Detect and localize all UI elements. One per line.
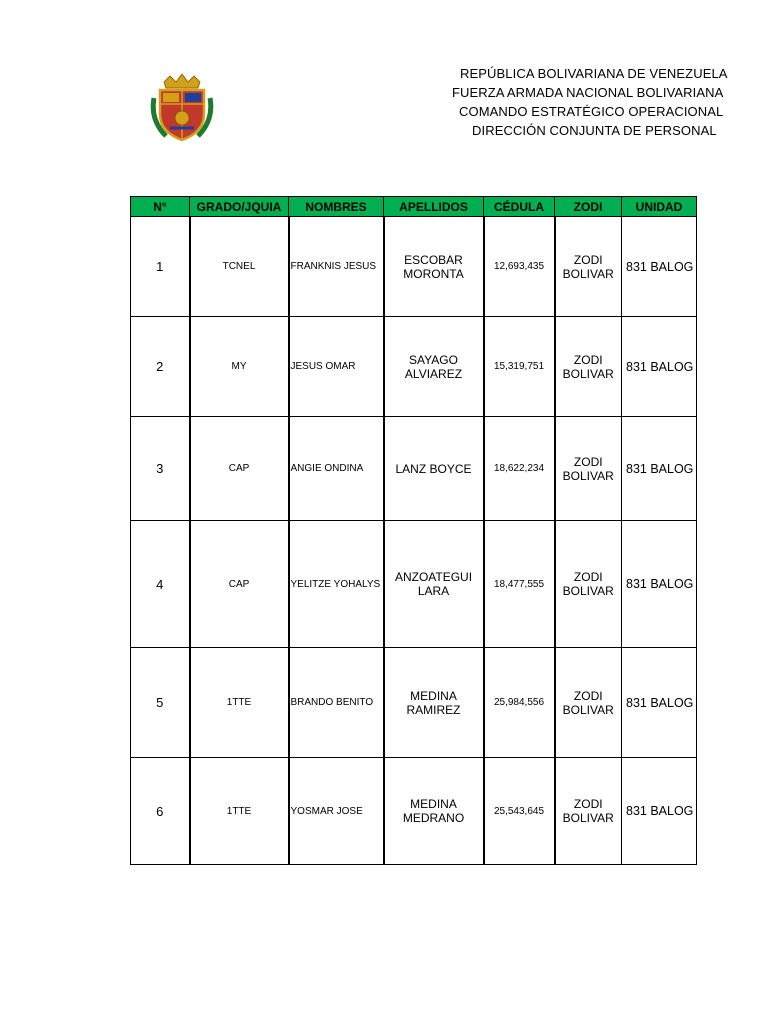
cell-unit: 831 BALOG bbox=[622, 217, 697, 317]
surname-line-1: MEDINA bbox=[410, 688, 457, 703]
cell-id: 18,477,555 bbox=[484, 521, 555, 648]
cell-surnames bbox=[384, 648, 484, 758]
zodi-line-1: ZODI bbox=[573, 688, 603, 703]
table-row bbox=[131, 521, 697, 648]
cell-number: 2 bbox=[131, 317, 190, 417]
cell-id: 12,693,435 bbox=[484, 217, 555, 317]
cell-id: 25,543,645 bbox=[484, 758, 555, 865]
personnel-table bbox=[130, 196, 697, 865]
cell-surnames bbox=[384, 758, 484, 865]
cell-zodi bbox=[555, 758, 622, 865]
cell-rank: CAP bbox=[190, 417, 289, 521]
cell-rank: 1TTE bbox=[190, 758, 289, 865]
zodi-line-2: BOLIVAR bbox=[562, 584, 614, 598]
table-row bbox=[131, 317, 697, 417]
zodi-line-2: BOLIVAR bbox=[562, 811, 614, 825]
cell-zodi bbox=[555, 648, 622, 758]
cell-zodi bbox=[555, 317, 622, 417]
cell-surnames bbox=[384, 417, 484, 521]
zodi-line-1: ZODI bbox=[573, 352, 603, 367]
cell-number: 5 bbox=[131, 648, 190, 758]
cell-unit: 831 BALOG bbox=[622, 417, 697, 521]
cell-zodi bbox=[555, 521, 622, 648]
cell-surnames bbox=[384, 217, 484, 317]
cell-rank: TCNEL bbox=[190, 217, 289, 317]
header-line-directorate: DIRECCIÓN CONJUNTA DE PERSONAL bbox=[472, 123, 717, 138]
cell-number: 4 bbox=[131, 521, 190, 648]
cell-surnames bbox=[384, 521, 484, 648]
surname-line-1: LANZ BOYCE bbox=[395, 461, 472, 476]
column-header-surnames: APELLIDOS bbox=[384, 197, 484, 217]
cell-id: 25,984,556 bbox=[484, 648, 555, 758]
surname-line-1: SAYAGO bbox=[409, 352, 458, 367]
cell-number: 3 bbox=[131, 417, 190, 521]
cell-unit: 831 BALOG bbox=[622, 758, 697, 865]
zodi-line-1: ZODI bbox=[573, 797, 603, 811]
zodi-line-1: ZODI bbox=[573, 570, 603, 584]
cell-number: 1 bbox=[131, 217, 190, 317]
cell-unit: 831 BALOG bbox=[622, 648, 697, 758]
cell-unit: 831 BALOG bbox=[622, 521, 697, 648]
cell-names: JESUS OMAR bbox=[289, 317, 384, 417]
header-line-republic: REPÚBLICA BOLIVARIANA DE VENEZUELA bbox=[460, 66, 728, 81]
table-row bbox=[131, 217, 697, 317]
cell-surnames bbox=[384, 317, 484, 417]
zodi-line-2: BOLIVAR bbox=[562, 266, 614, 281]
document-header bbox=[420, 64, 728, 144]
table-row bbox=[131, 758, 697, 865]
surname-line-1: MEDINA bbox=[410, 797, 457, 811]
zodi-line-1: ZODI bbox=[573, 252, 603, 267]
cell-names: BRANDO BENITO bbox=[289, 648, 384, 758]
column-header-names: NOMBRES bbox=[289, 197, 384, 217]
cell-names: YOSMAR JOSE bbox=[289, 758, 384, 865]
cell-rank: 1TTE bbox=[190, 648, 289, 758]
cell-number: 6 bbox=[131, 758, 190, 865]
surname-line-1: ANZOATEGUI bbox=[394, 570, 473, 584]
cell-zodi bbox=[555, 417, 622, 521]
header-line-command: COMANDO ESTRATÉGICO OPERACIONAL bbox=[459, 104, 724, 119]
surname-line-2: MORONTA bbox=[403, 266, 464, 281]
cell-rank: CAP bbox=[190, 521, 289, 648]
surname-line-1: ESCOBAR bbox=[404, 252, 463, 267]
table-row bbox=[131, 417, 697, 521]
surname-line-2: MEDRANO bbox=[402, 811, 465, 825]
surname-line-2: RAMIREZ bbox=[406, 702, 461, 717]
table-header-row bbox=[131, 197, 697, 217]
cell-id: 18,622,234 bbox=[484, 417, 555, 521]
cell-names: YELITZE YOHALYS bbox=[289, 521, 384, 648]
column-header-number: N° bbox=[131, 197, 190, 217]
cell-names: FRANKNIS JESUS bbox=[289, 217, 384, 317]
zodi-line-2: BOLIVAR bbox=[562, 702, 614, 717]
cell-id: 15,319,751 bbox=[484, 317, 555, 417]
cell-names: ANGIE ONDINA bbox=[289, 417, 384, 521]
zodi-line-2: BOLIVAR bbox=[562, 468, 614, 483]
surname-line-2: LARA bbox=[417, 584, 450, 598]
table-row bbox=[131, 648, 697, 758]
column-header-id: CÉDULA bbox=[484, 197, 555, 217]
zodi-line-2: BOLIVAR bbox=[562, 366, 614, 381]
column-header-zodi: ZODI bbox=[555, 197, 622, 217]
header-line-armed-force: FUERZA ARMADA NACIONAL BOLIVARIANA bbox=[452, 85, 724, 100]
cell-zodi bbox=[555, 217, 622, 317]
surname-line-2: ALVIAREZ bbox=[404, 366, 463, 381]
cell-unit: 831 BALOG bbox=[622, 317, 697, 417]
column-header-unit: UNIDAD bbox=[622, 197, 697, 217]
coat-of-arms-crest-icon bbox=[148, 74, 216, 144]
column-header-rank: GRADO/JQUIA bbox=[190, 197, 289, 217]
cell-rank: MY bbox=[190, 317, 289, 417]
zodi-line-1: ZODI bbox=[573, 454, 603, 469]
